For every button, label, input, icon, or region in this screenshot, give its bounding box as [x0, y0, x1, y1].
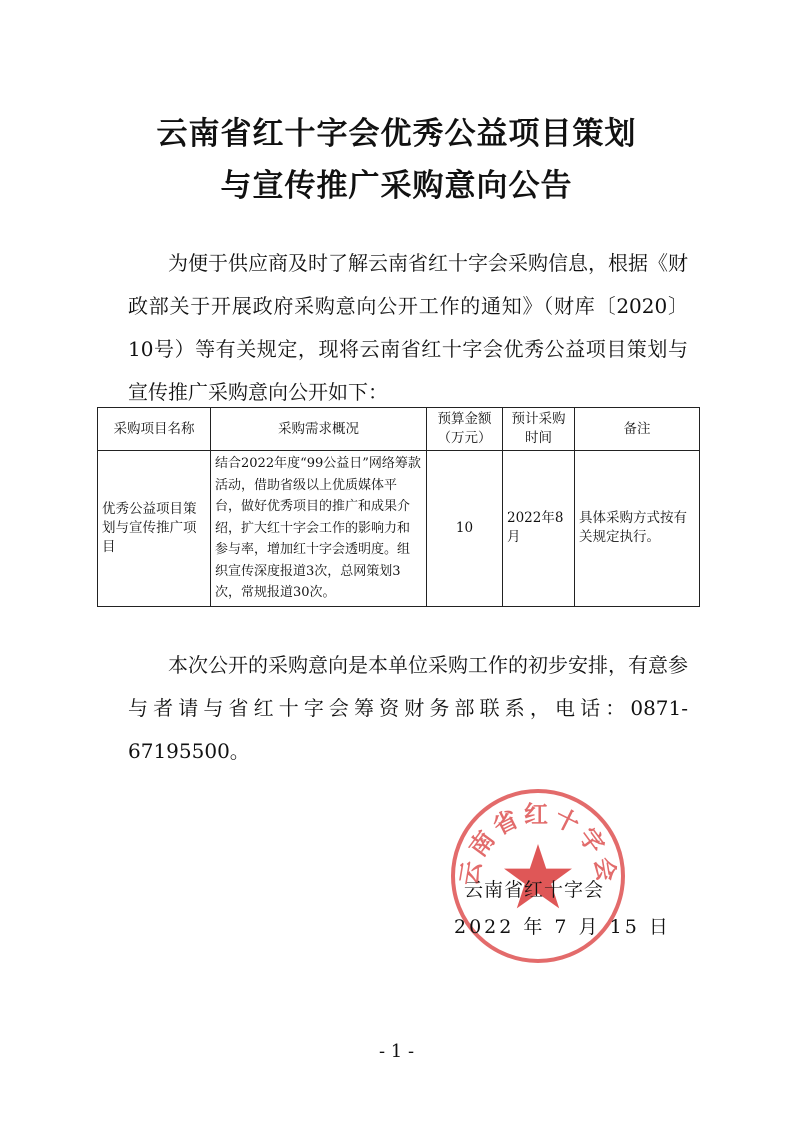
cell-time: 2022年8月 [503, 451, 575, 607]
header-project-name: 采购项目名称 [98, 408, 211, 451]
document-title-line-2: 与宣传推广采购意向公告 [220, 168, 573, 204]
header-time: 预计采购时间 [503, 408, 575, 451]
header-budget: 预算金额（万元） [427, 408, 503, 451]
cell-remark: 具体采购方式按有关规定执行。 [575, 451, 700, 607]
document-title-line-1: 云南省红十字会优秀公益项目策划 [156, 116, 637, 152]
header-overview: 采购需求概况 [211, 408, 427, 451]
seal-arc-text: 云南省红十字会 [453, 799, 623, 888]
signature-date: 2022 年 7 月 15 日 [454, 916, 671, 938]
cell-overview: 结合2022年度“99公益日”网络筹款活动，借助省级以上优质媒体平台，做好优秀项目的推广和成果介绍，扩大红十字会工作的影响力和参与率，增加红十字会透明度。组织宣传深度报道3次，总网策划3次，常规报道30次。 [211, 451, 427, 607]
intro-paragraph: 为便于供应商及时了解云南省红十字会采购信息，根据《财政部关于开展政府采购意向公开工作的通知》（财库〔2020〕10号）等有关规定，现将云南省红十字会优秀公益项目策划与宣传推广采购意向公开如下： [128, 251, 688, 404]
header-remark: 备注 [575, 408, 700, 451]
signature-organization: 云南省红十字会 [464, 879, 605, 901]
closing-paragraph: 本次公开的采购意向是本单位采购工作的初步安排，有意参与者请与省红十字会筹资财务部联系，电话：0871-67195500。 [128, 653, 688, 763]
table-header-row [98, 408, 700, 451]
cell-project-name: 优秀公益项目策划与宣传推广项目 [98, 451, 211, 607]
page-number: - 1 - [378, 1041, 415, 1062]
cell-budget: 10 [427, 451, 503, 607]
procurement-table [97, 407, 700, 607]
table-row [98, 451, 700, 607]
